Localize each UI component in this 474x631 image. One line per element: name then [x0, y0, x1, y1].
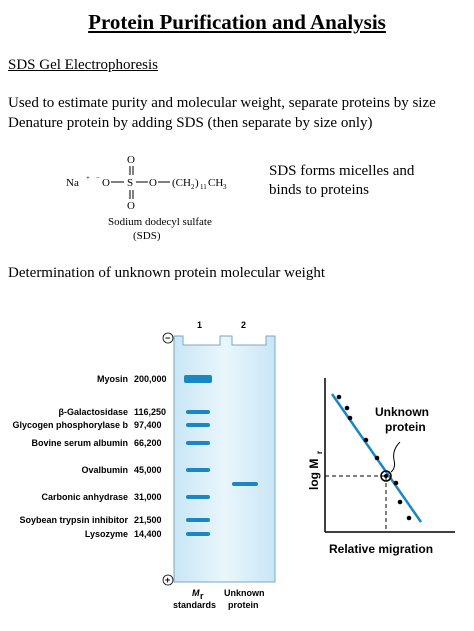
text-line-1: Used to estimate purity and molecular weight, separate proteins by size: [8, 95, 436, 111]
text-line-2: Denature protein by adding SDS (then separate by size only): [8, 115, 373, 131]
sds-abbrev: (SDS): [133, 230, 161, 242]
lane2-caption-unknown: Unknown: [224, 588, 265, 598]
oxygen-bottom: O: [127, 200, 135, 212]
cathode-sign: −: [165, 333, 171, 343]
sub-11: 11: [200, 183, 207, 191]
lane2-caption-protein: protein: [228, 600, 259, 610]
unknown-band: [232, 482, 258, 486]
sub-3: 3: [223, 183, 227, 191]
gel-figure: [0, 310, 474, 631]
plot-point: [398, 500, 403, 505]
chain-close: ): [195, 177, 199, 189]
oxygen-left: O: [102, 177, 110, 189]
standard-band: [184, 375, 212, 383]
lane-label-1: 1: [197, 320, 203, 330]
standard-mw: 116,250: [134, 407, 167, 417]
oxygen-right: O: [149, 177, 157, 189]
sodium: Na: [66, 177, 79, 189]
plot-point: [394, 481, 399, 486]
standard-mw: 31,000: [134, 492, 162, 502]
plus-charge: +: [86, 174, 90, 182]
standard-name: Bovine serum albumin: [31, 438, 128, 448]
standard-mw: 66,200: [134, 438, 162, 448]
lane-label-2: 2: [241, 320, 247, 330]
anode-sign: +: [165, 575, 171, 585]
chain-open: (CH: [172, 177, 191, 189]
plot-point: [337, 395, 342, 400]
standard-name: Lysozyme: [84, 529, 128, 539]
standard-band: [186, 410, 210, 414]
oxygen-top: O: [127, 154, 135, 166]
lane1-caption-standards: standards: [173, 600, 217, 610]
plot-point: [345, 406, 350, 411]
standard-name: Myosin: [96, 374, 128, 384]
sub-2: 2: [191, 183, 195, 191]
standard-mw: 200,000: [134, 374, 167, 384]
page-title: Protein Purification and Analysis: [88, 10, 386, 34]
annotation-arrow: [391, 442, 400, 472]
standard-mw: 14,400: [134, 529, 162, 539]
lane1-caption-m: M: [192, 588, 200, 598]
minus-charge: −: [96, 174, 100, 182]
plot-xlabel: Relative migration: [329, 542, 434, 556]
unknown-point: [384, 474, 388, 478]
section-heading-2: Determination of unknown protein molecular weight: [8, 265, 325, 281]
standard-mw: 21,500: [134, 515, 162, 525]
plot-point: [407, 516, 412, 521]
standard-band: [186, 423, 210, 427]
standard-band: [186, 468, 210, 472]
gel-slab: [174, 336, 275, 582]
plot-point: [348, 416, 353, 421]
standard-mw: 97,400: [134, 420, 162, 430]
sulfur: S: [127, 177, 134, 189]
plot-annotation-1: Unknown: [375, 405, 429, 419]
standard-name: β-Galactosidase: [58, 407, 128, 417]
plot-point: [364, 438, 369, 443]
standard-name: Soybean trypsin inhibitor: [19, 515, 128, 525]
lane1-caption-r: r: [200, 591, 204, 601]
section-heading: SDS Gel Electrophoresis: [8, 57, 158, 73]
micelle-note-1: SDS forms micelles and: [269, 163, 415, 179]
standard-name: Carbonic anhydrase: [41, 492, 128, 502]
plot-ylabel: log M: [307, 458, 321, 490]
standard-band: [186, 441, 210, 445]
standard-band: [186, 495, 210, 499]
micelle-note-2: binds to proteins: [269, 182, 369, 198]
standard-band: [186, 532, 210, 536]
methyl: CH: [208, 177, 224, 189]
sds-structure: [60, 150, 260, 245]
plot-ylabel-sub: r: [315, 450, 324, 454]
standard-name: Ovalbumin: [81, 465, 128, 475]
standard-band: [186, 518, 210, 522]
plot-point: [375, 456, 380, 461]
standard-name: Glycogen phosphorylase b: [12, 420, 128, 430]
sds-name: Sodium dodecyl sulfate: [108, 216, 212, 228]
plot-annotation-2: protein: [385, 420, 426, 434]
standard-mw: 45,000: [134, 465, 162, 475]
